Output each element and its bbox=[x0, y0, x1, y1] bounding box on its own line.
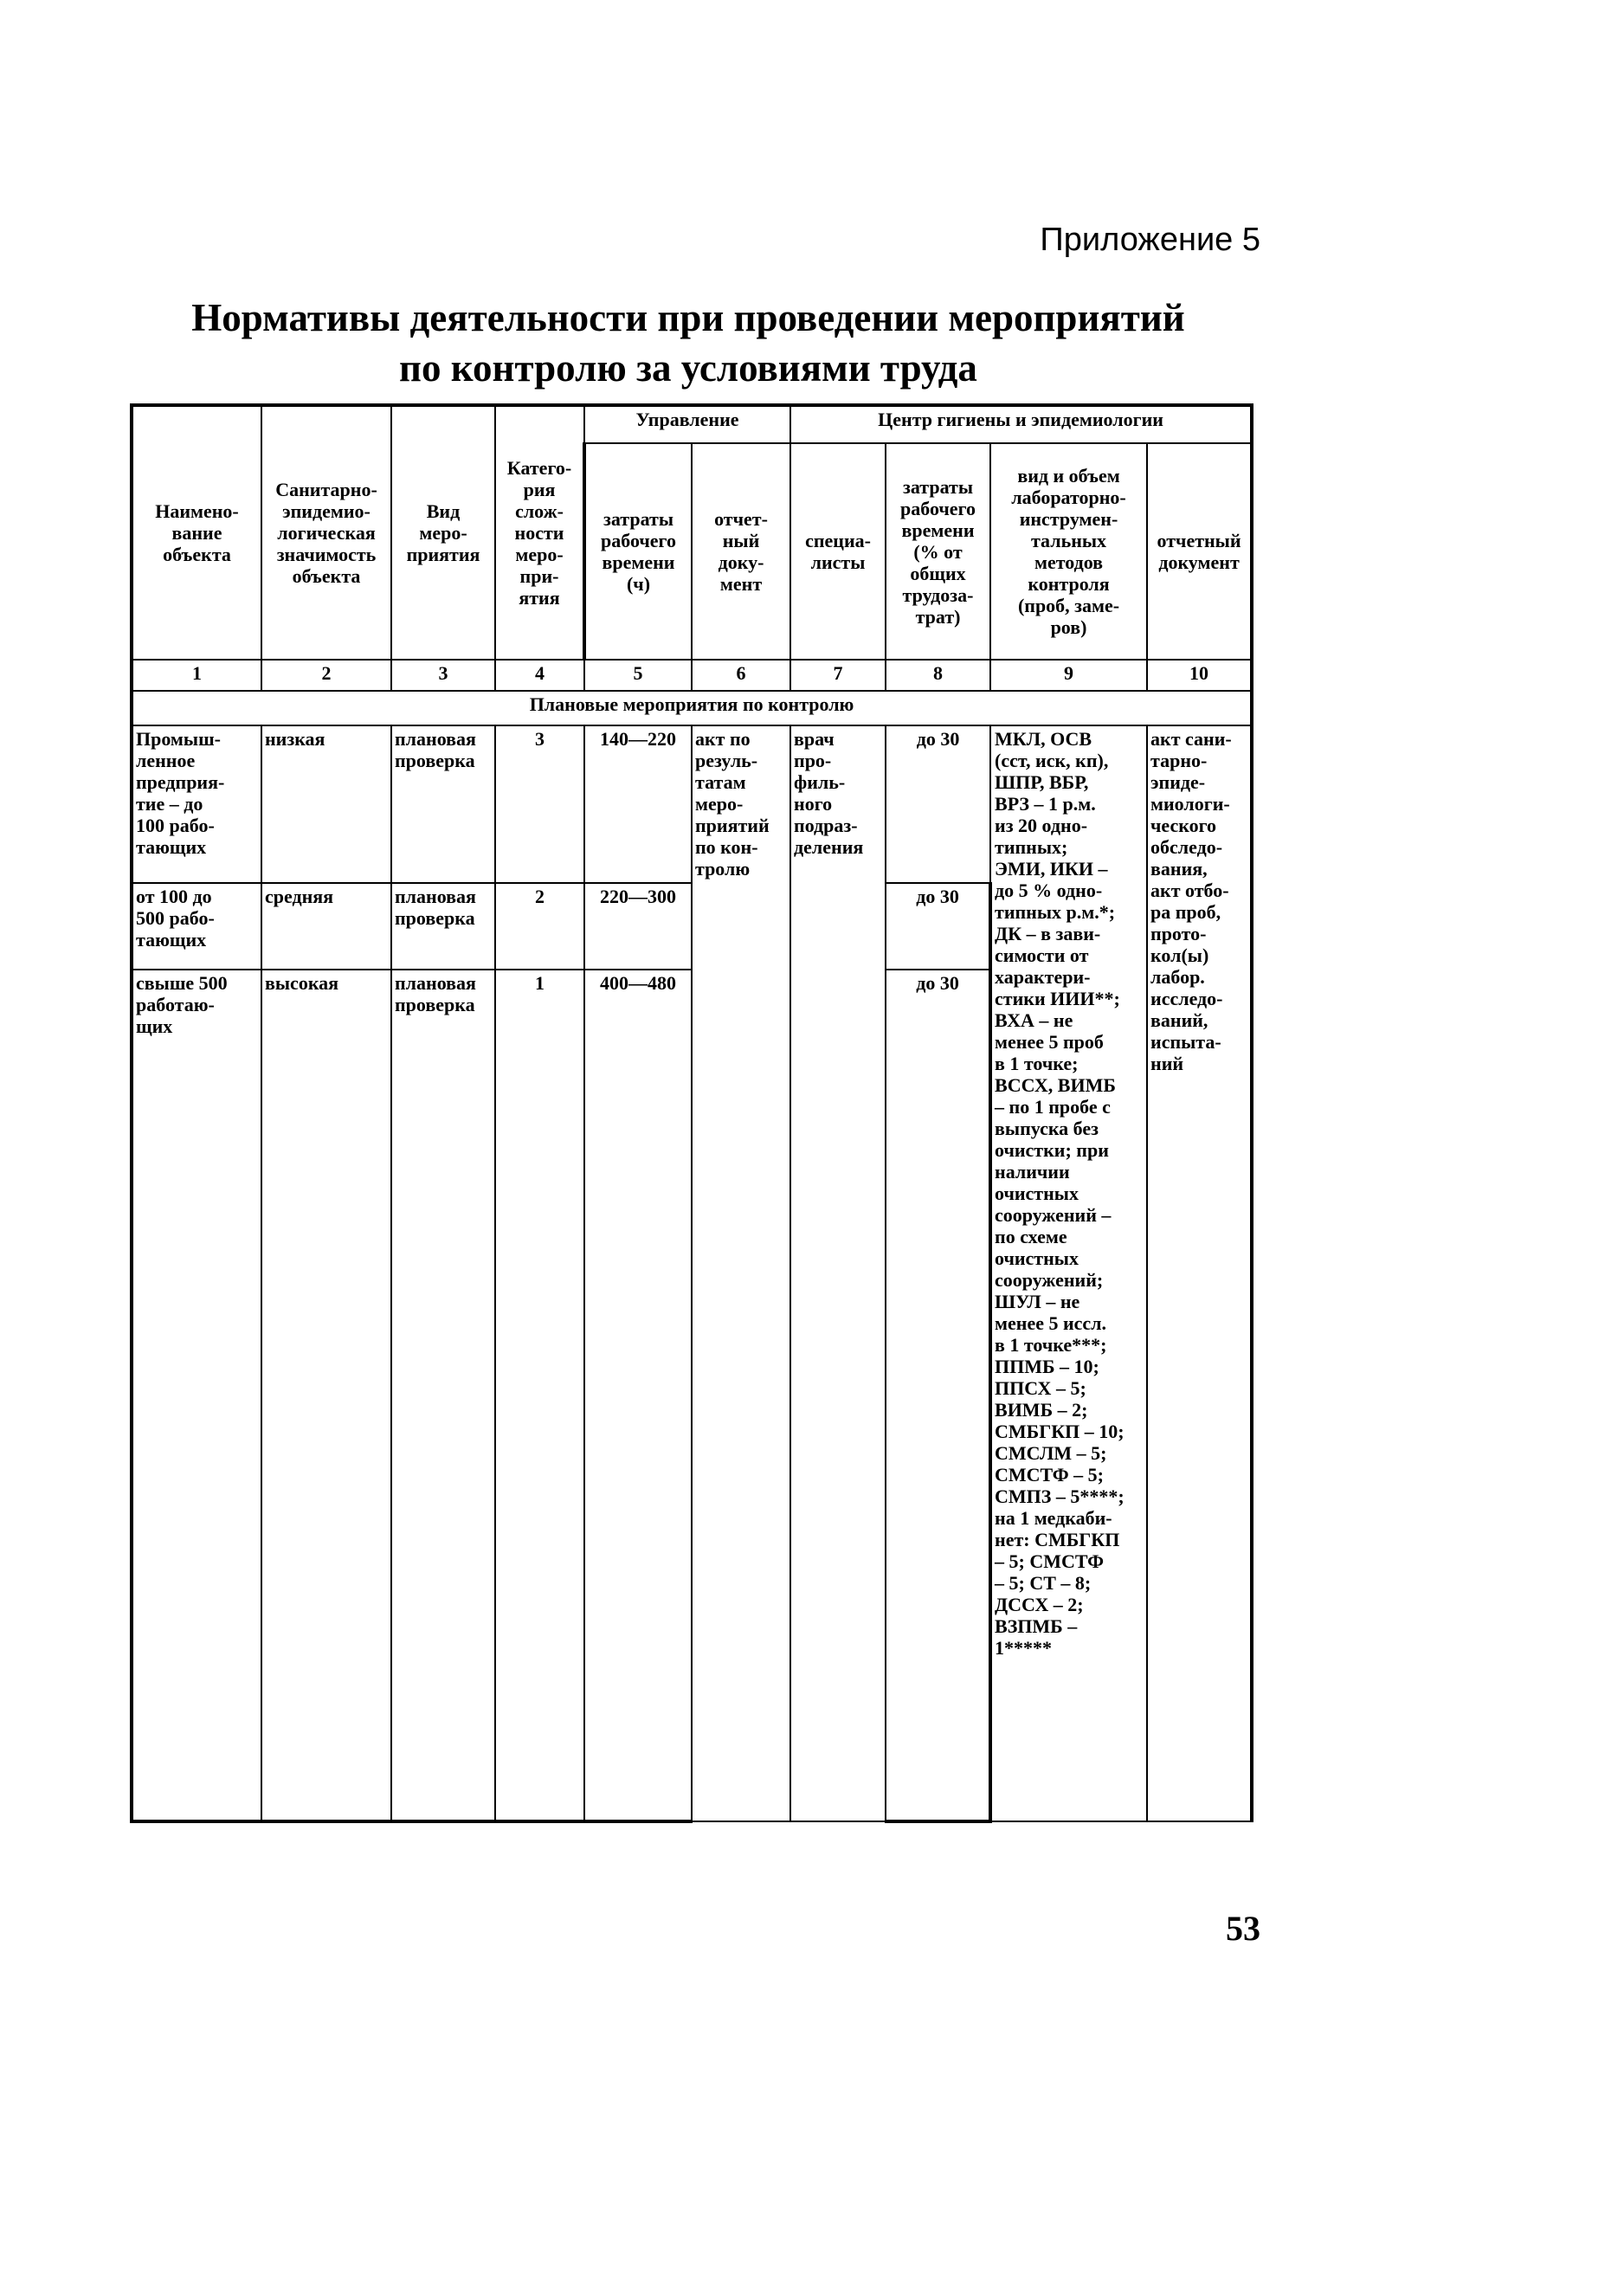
header-activity-kind: Вид меро- приятия bbox=[391, 405, 495, 660]
row-significance: низкая bbox=[261, 725, 391, 883]
header-management-hours: затраты рабочего времени (ч) bbox=[584, 443, 692, 660]
row-percent: до 30 bbox=[886, 725, 990, 883]
row-object-name: свыше 500 работаю- щих bbox=[132, 970, 261, 1821]
column-number: 8 bbox=[886, 660, 990, 691]
group-header-hygiene-center: Центр гигиены и эпидемиологии bbox=[790, 405, 1252, 443]
column-number: 4 bbox=[495, 660, 584, 691]
page-number: 53 bbox=[1226, 1909, 1260, 1948]
row-category: 2 bbox=[495, 883, 584, 970]
row-activity-kind: плановая проверка bbox=[391, 970, 495, 1821]
row-hours: 220—300 bbox=[584, 883, 692, 970]
report-document: акт по резуль- татам меро- приятий по кон- тролю bbox=[692, 725, 790, 1821]
column-number: 10 bbox=[1147, 660, 1252, 691]
title-line-1: Нормативы деятельности при проведении мероприятий bbox=[191, 296, 1185, 339]
header-significance: Санитарно- эпидемио- логическая значимость объекта bbox=[261, 405, 391, 660]
group-header-management: Управление bbox=[584, 405, 790, 443]
norms-table bbox=[130, 403, 1253, 1823]
specialists: врач про- филь- ного подраз- деления bbox=[790, 725, 886, 1821]
header-complexity-category: Катего- рия слож- ности меро- при- ятия bbox=[495, 405, 584, 660]
row-object-name: от 100 до 500 рабо- тающих bbox=[132, 883, 261, 970]
title-line-2: по контролю за условиями труда bbox=[399, 346, 977, 390]
header-object-name: Наимено- вание объекта bbox=[132, 405, 261, 660]
header-center-percent: затраты рабочего времени (% от общих трудоза- трат) bbox=[886, 443, 990, 660]
final-document: акт сани- тарно- эпиде- миологи- ческого обследо- вания, акт отбо- ра проб, прото- кол(ы) лабор. исследо- ваний, испыта- ний bbox=[1147, 725, 1252, 1821]
column-number: 2 bbox=[261, 660, 391, 691]
column-number: 5 bbox=[584, 660, 692, 691]
header-lab-methods: вид и объем лабораторно- инструмен- тальных методов контроля (проб, заме- ров) bbox=[990, 443, 1147, 660]
row-significance: средняя bbox=[261, 883, 391, 970]
column-number: 9 bbox=[990, 660, 1147, 691]
page-title bbox=[130, 293, 1247, 393]
header-specialists: специа- листы bbox=[790, 443, 886, 660]
row-hours: 400—480 bbox=[584, 970, 692, 1821]
section-title: Плановые мероприятия по контролю bbox=[132, 691, 1252, 725]
row-significance: высокая bbox=[261, 970, 391, 1821]
row-category: 3 bbox=[495, 725, 584, 883]
header-management-report: отчет- ный доку- мент bbox=[692, 443, 790, 660]
row-object-name: Промыш- ленное предприя- тие – до 100 рабо- тающих bbox=[132, 725, 261, 883]
row-category: 1 bbox=[495, 970, 584, 1821]
header-center-report: отчетный документ bbox=[1147, 443, 1252, 660]
row-activity-kind: плановая проверка bbox=[391, 883, 495, 970]
column-number: 3 bbox=[391, 660, 495, 691]
column-number: 1 bbox=[132, 660, 261, 691]
column-number: 7 bbox=[790, 660, 886, 691]
row-activity-kind: плановая проверка bbox=[391, 725, 495, 883]
column-number: 6 bbox=[692, 660, 790, 691]
row-hours: 140—220 bbox=[584, 725, 692, 883]
row-percent: до 30 bbox=[886, 970, 990, 1821]
row-percent: до 30 bbox=[886, 883, 990, 970]
table-row bbox=[132, 725, 1252, 883]
lab-methods: МКЛ, ОСВ (сст, иск, кп), ШПР, ВБР, ВРЗ – 1 р.м. из 20 одно- типных; ЭМИ, ИКИ – до 5 % одно- типных р.м.*; ДК – в зави- симости от характери- стики ИИИ**; ВХА – не менее 5 проб в 1 точке; ВССХ, ВИМБ – по 1 пробе с выпуска без очистки; при наличии очистных сооружений – по схеме очистных сооружений; ШУЛ – не менее 5 иссл. в 1 точке***; ППМБ – 10; ППСХ – 5; ВИМБ – 2; СМБГКП – 10; СМСЛМ – 5; СМСТФ – 5; СМПЗ – 5****; на 1 медкаби- нет: СМБГКП – 5; СМСТФ – 5; СТ – 8; ДССХ – 2; ВЗПМБ – 1***** bbox=[990, 725, 1147, 1821]
appendix-label: Приложение 5 bbox=[1040, 222, 1260, 258]
